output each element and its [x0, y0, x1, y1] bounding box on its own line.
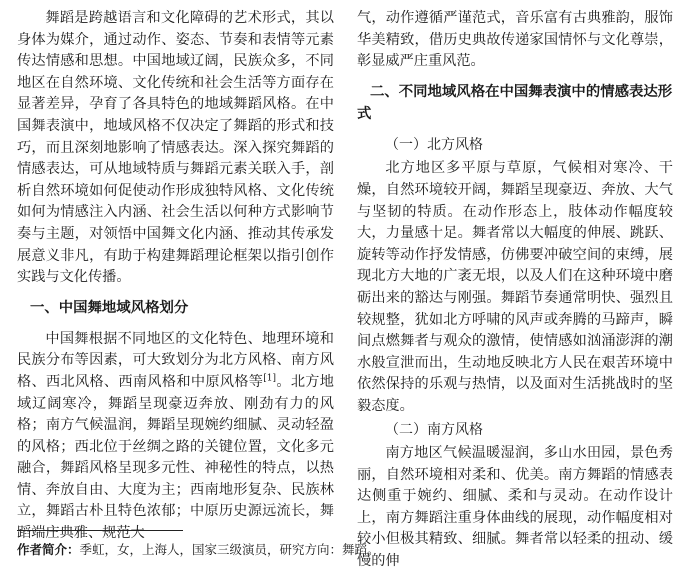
section2-heading: 二、不同地域风格在中国舞表演中的情感表达形式 [357, 83, 673, 122]
footnote-divider [17, 530, 183, 531]
section1-paragraph [17, 329, 334, 545]
south-style-heading: （二）南方风格 [385, 421, 483, 438]
north-style-paragraph: 北方地区多平原与草原，气候相对寒冷、干燥，自然环境较开阔，舞蹈呈现豪迈、奔放、大气与坚韧的特质。在动作形态上，肢体动作幅度较大，力量感十足。舞者常以大幅度的伸展、跳跃、旋转等动作抒发情感，仿佛要冲破空间的束缚，展现北方大地的广袤无垠，以及人们在这种环境中磨砺出来的豁达与刚强。舞蹈节奏通常明快、强烈且较规整，犹如北方呼啸的风声或奔腾的马蹄声，瞬间点燃舞者与观众的激情，使情感如汹涌澎湃的潮水般宣泄而出，生动地反映北方人民在艰苦环境中依然保持的乐观与热情，以及面对生活挑战时的坚毅态度。 [357, 160, 673, 414]
footnote-label: 作者简介： [17, 542, 80, 557]
north-style-heading: （一）北方风格 [385, 136, 483, 153]
intro-paragraph: 舞蹈是跨越语言和文化障碍的艺术形式，其以身体为媒介，通过动作、姿态、节奏和表情等元素传达情感和思想。中国地域辽阔，民族众多，不同地区在自然环境、文化传统和社会生活等方面存在显著差异，孕育了各具特色的地域舞蹈风格。在中国舞表演中，地域风格不仅决定了舞蹈的形式和技巧，而且深刻地影响了情感表达。深入探究舞蹈的情感表达，可从地域特质与舞蹈元素关联入手，剖析自然环境如何促使动作形成独特风格、文化传统如何为情感注入内涵、社会生活以何种方式影响节奏与主题，对领悟中国舞文化内涵、推动其传承发展意义非凡，有助于构建舞蹈理论框架以指引创作实践与文化传播。 [17, 10, 334, 286]
section1-text-part2: 。北方地域辽阔寒冷，舞蹈呈现豪迈奔放、刚劲有力的风格；南方气候温润，舞蹈呈现婉约细腻、灵动轻盈的风格；西北位于丝绸之路的关键位置，文化多元融合，舞蹈风格呈现多元性、神秘性的特点，以热情、奔放自由、大度为主；西南地形复杂、民族林立，舞蹈古朴且特色浓郁；中原历史源远流长，舞蹈端庄典雅、规范大 [17, 373, 334, 542]
footnote-text: 季虹，女，上海人，国家三级演员，研究方向：舞蹈。 [79, 542, 380, 557]
continuation-paragraph: 气，动作遵循严谨范式，音乐富有古典雅韵，服饰华美精致，借历史典故传递家国情怀与文化尊崇，彰显威严庄重风范。 [357, 10, 673, 70]
citation-ref[interactable]: [1] [263, 373, 277, 384]
author-footnote [17, 541, 380, 559]
section1-heading: 一、中国舞地域风格划分 [29, 299, 189, 316]
left-column [17, 8, 334, 545]
right-column [357, 8, 673, 573]
south-style-paragraph: 南方地区气候温暖湿润，多山水田园，景色秀丽，自然环境相对柔和、优美。南方舞蹈的情感表达侧重于婉约、细腻、柔和与灵动。在动作设计上，南方舞蹈注重身体曲线的展现，动作幅度相对较小但极其精致、细腻。舞者常以轻柔的扭动、缓慢的伸 [357, 445, 673, 570]
section1-text-part1: 中国舞根据不同地区的文化特色、地理环境和民族分布等因素，可大致划分为北方风格、南方风格、西北风格、西南风格和中原风格等 [17, 330, 334, 390]
